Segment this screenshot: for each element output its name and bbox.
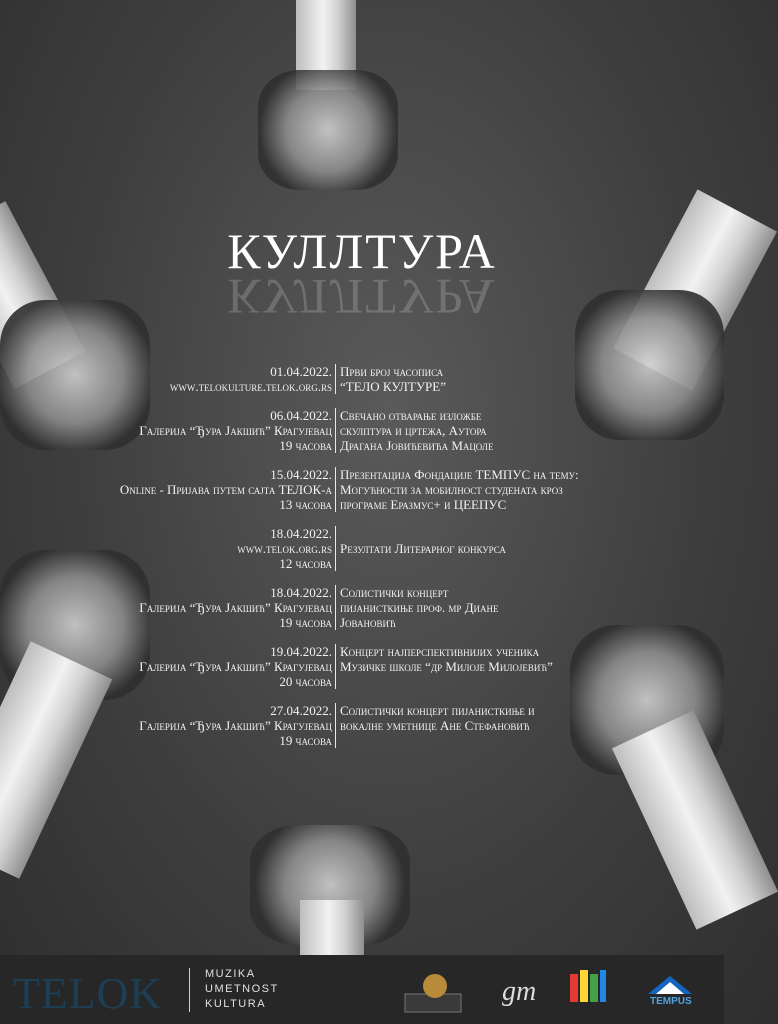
tagline-line: KULTURA — [205, 998, 267, 1010]
event-date: 27.04.2022. — [270, 703, 332, 718]
tempus-label: TEMPUS — [650, 996, 692, 1007]
event-description-line — [340, 556, 640, 571]
event-venue-line: 19 часова — [279, 438, 332, 453]
event-venue-line: Галерија “Ђура Јакшић” Крагујевац — [139, 659, 332, 674]
event-description-line: Могућности за мобилност студената кроз — [340, 482, 563, 497]
event-description-line: Музичке школе “др Милоје Милојевић” — [340, 659, 553, 674]
event-venue-line: 12 часова — [279, 556, 332, 571]
tagline-line: MUZIKA — [205, 968, 256, 980]
event-description-line — [340, 674, 640, 689]
event-venue-line: www.telokulture.telok.org.rs — [169, 379, 332, 394]
event-description-line: Презентација Фондације ТЕМПУС на тему: — [340, 467, 579, 482]
event-description-line: Солистички концерт — [340, 585, 449, 600]
svg-text:gm: gm — [502, 976, 537, 1007]
event-description-line: скулптура и цртежа, Аутора — [340, 423, 487, 438]
event-row — [40, 526, 700, 571]
event-description-line — [340, 526, 640, 541]
event-venue-line: www.telok.org.rs — [237, 541, 332, 556]
event-row — [40, 467, 700, 512]
event-description-line: Свечано отварање изложбе — [340, 408, 482, 423]
event-description — [336, 585, 640, 630]
event-venue-line: Online - Пријава путем сајта ТЕЛОК-а — [119, 482, 332, 497]
event-description — [336, 703, 640, 748]
event-row — [40, 408, 700, 453]
event-date-venue — [40, 467, 336, 512]
event-description-line: Први број часописа — [340, 364, 444, 379]
event-date: 15.04.2022. — [270, 467, 332, 482]
event-date-venue — [40, 526, 336, 571]
page-title: КУЛЛТУРА — [227, 223, 497, 279]
event-date: 19.04.2022. — [270, 644, 332, 659]
event-venue-line: Галерија “Ђура Јакшић” Крагујевац — [139, 600, 332, 615]
event-date-venue — [40, 408, 336, 453]
event-description-line: Јовановић — [340, 615, 396, 630]
event-venue-line: 19 часова — [279, 615, 332, 630]
tagline-line: UMETNOST — [205, 983, 279, 995]
event-date: 18.04.2022. — [270, 585, 332, 600]
event-date-venue — [40, 364, 336, 394]
event-description — [336, 408, 640, 453]
event-description-line: пијанисткиње проф. мр Диане — [340, 600, 499, 615]
portrait-logo — [405, 968, 461, 1019]
event-row — [40, 703, 700, 748]
event-description-line: “ТЕЛО КУЛТУРЕ” — [340, 379, 446, 394]
event-date: 01.04.2022. — [270, 364, 332, 379]
event-venue-line: 19 часова — [279, 733, 332, 748]
event-date-venue — [40, 585, 336, 630]
event-description-line — [340, 733, 640, 748]
mh-logo — [568, 968, 608, 1013]
event-venue-line: Галерија “Ђура Јакшић” Крагујевац — [139, 718, 332, 733]
event-venue-line: 20 часова — [279, 674, 332, 689]
event-row — [40, 644, 700, 689]
event-row — [40, 585, 700, 630]
event-description-line: вокалне уметнице Ане Стефановић — [340, 718, 530, 733]
event-description — [336, 526, 640, 571]
event-description-line: Концерт најперспективнијих ученика — [340, 644, 540, 659]
event-row — [40, 364, 700, 394]
event-description-line: Драгана Јовићевића Мацоле — [340, 438, 494, 453]
event-venue-line: Галерија “Ђура Јакшић” Крагујевац — [139, 423, 332, 438]
event-schedule — [40, 364, 700, 762]
event-date: 18.04.2022. — [270, 526, 332, 541]
event-description — [336, 644, 640, 689]
event-date-venue — [40, 644, 336, 689]
event-venue-line: 13 часова — [279, 497, 332, 512]
gm-monogram-logo — [498, 968, 537, 1017]
tempus-logo — [644, 968, 696, 1017]
telok-logo: TELOK — [13, 969, 163, 1018]
event-description-line: Солистички концерт пијанисткиње и — [340, 703, 535, 718]
page-title-reflection: КУЛЛТУРА — [227, 269, 497, 325]
event-description-line: Резултати Литерарног конкурса — [340, 541, 506, 556]
footer-divider — [189, 968, 190, 1012]
event-date-venue — [40, 703, 336, 748]
event-description — [336, 467, 640, 512]
event-description-line: програме Еразмус+ и ЦЕЕПУС — [340, 497, 507, 512]
event-description — [336, 364, 640, 394]
event-date: 06.04.2022. — [270, 408, 332, 423]
